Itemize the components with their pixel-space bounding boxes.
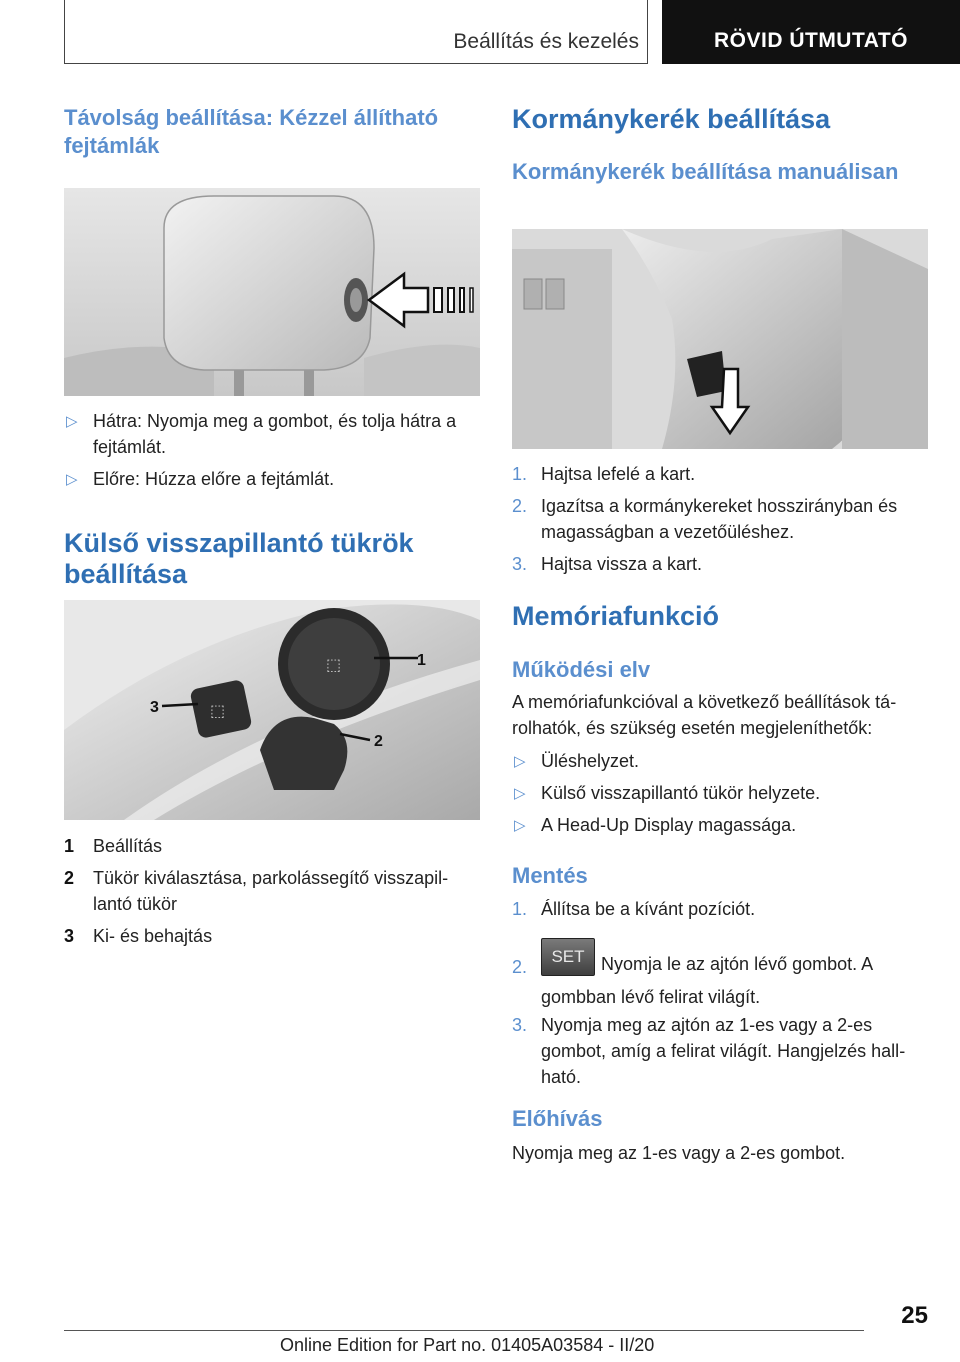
save-title: Mentés (512, 863, 588, 888)
list-item: 1. Állítsa be a kívánt pozíciót. (512, 899, 756, 919)
steering-steps (512, 461, 928, 583)
headrest-title: Távolság beállítása: Kézzel állítható fejtámlák (64, 105, 439, 158)
list-item: ▷ A Head-Up Display magassága. (512, 812, 928, 838)
svg-text:⬚: ⬚ (326, 655, 342, 674)
recall-title: Előhívás (512, 1106, 603, 1131)
list-item: 1. Hajtsa lefelé a kart. (512, 464, 696, 484)
memory-title: Memóriafunkció (512, 601, 720, 631)
mirrors-title: Külső visszapillantó tükrök beállítása (64, 528, 414, 589)
steering-title: Kormánykerék beállítása (512, 104, 831, 134)
list-item: 2. Igazítsa a kormánykereket hosszirányban és magasságban a vezetőüléshez. (512, 496, 898, 542)
save-steps (512, 896, 928, 1096)
steering-subtitle: Kormánykerék beállítása manuálisan (512, 159, 899, 184)
headrest-image (64, 188, 480, 396)
list-item: ▷ Hátra: Nyomja meg a gombot, és tolja hátra a fejtámlát. (66, 411, 457, 457)
triangle-right-icon: ▷ (514, 817, 526, 834)
triangle-right-icon: ▷ (514, 785, 526, 802)
callout-3: 3 (150, 699, 159, 716)
page-number: 25 (901, 1302, 928, 1329)
triangle-right-icon: ▷ (514, 753, 526, 770)
list-item: ▷ Külső visszapillantó tükör helyzete. (512, 780, 928, 806)
list-item: 1 Beállítás (64, 836, 163, 856)
list-item: 2. SET Nyomja le az ajtón lévő gombot. A gombban lévő felirat világít. (512, 938, 928, 1002)
principle-title: Működési elv (512, 657, 651, 682)
footer-edition: Online Edition for Part no. 01405A03584 - II/20 (280, 1335, 655, 1355)
callout-2: 2 (374, 733, 383, 750)
list-item: 3 Ki- és behajtás (64, 926, 213, 946)
footer-divider (64, 1330, 864, 1331)
svg-text:⬚: ⬚ (210, 701, 226, 720)
triangle-right-icon: ▷ (66, 413, 78, 430)
list-item: 3. Hajtsa vissza a kart. (512, 554, 703, 574)
principle-text: A memóriafunkcióval a következő beállítások tárolhatók, és szükség esetén megjeleníthetők: (512, 692, 897, 738)
header-chapter-tab: RÖVID ÚTMUTATÓ (662, 0, 960, 64)
steering-column-image (512, 229, 928, 449)
list-item: ▷ Üléshelyzet. (512, 748, 928, 774)
callout-1: 1 (417, 652, 426, 669)
mirror-controls-image (64, 600, 480, 820)
principle-bullet-list (512, 748, 928, 844)
triangle-right-icon: ▷ (66, 471, 78, 488)
recall-text: Nyomja meg az 1-es vagy a 2-es gombot. (512, 1143, 846, 1163)
mirror-legend-list (64, 833, 480, 955)
header-section-box (64, 0, 648, 64)
list-item: ▷ Előre: Húzza előre a fejtámlát. (64, 466, 480, 492)
headrest-bullet-list (64, 408, 480, 498)
list-item: 2 Tükör kiválasztása, parkolássegítő visszapillantó tükör (64, 868, 449, 914)
header-section-title: Beállítás és kezelés (453, 30, 639, 53)
set-button-icon: SET (541, 938, 595, 976)
page-header (64, 0, 960, 64)
list-item: 3. Nyomja meg az ajtón az 1-es vagy a 2-es gombot, amíg a felirat világít. Hangjelzés hallható. (512, 1015, 906, 1087)
